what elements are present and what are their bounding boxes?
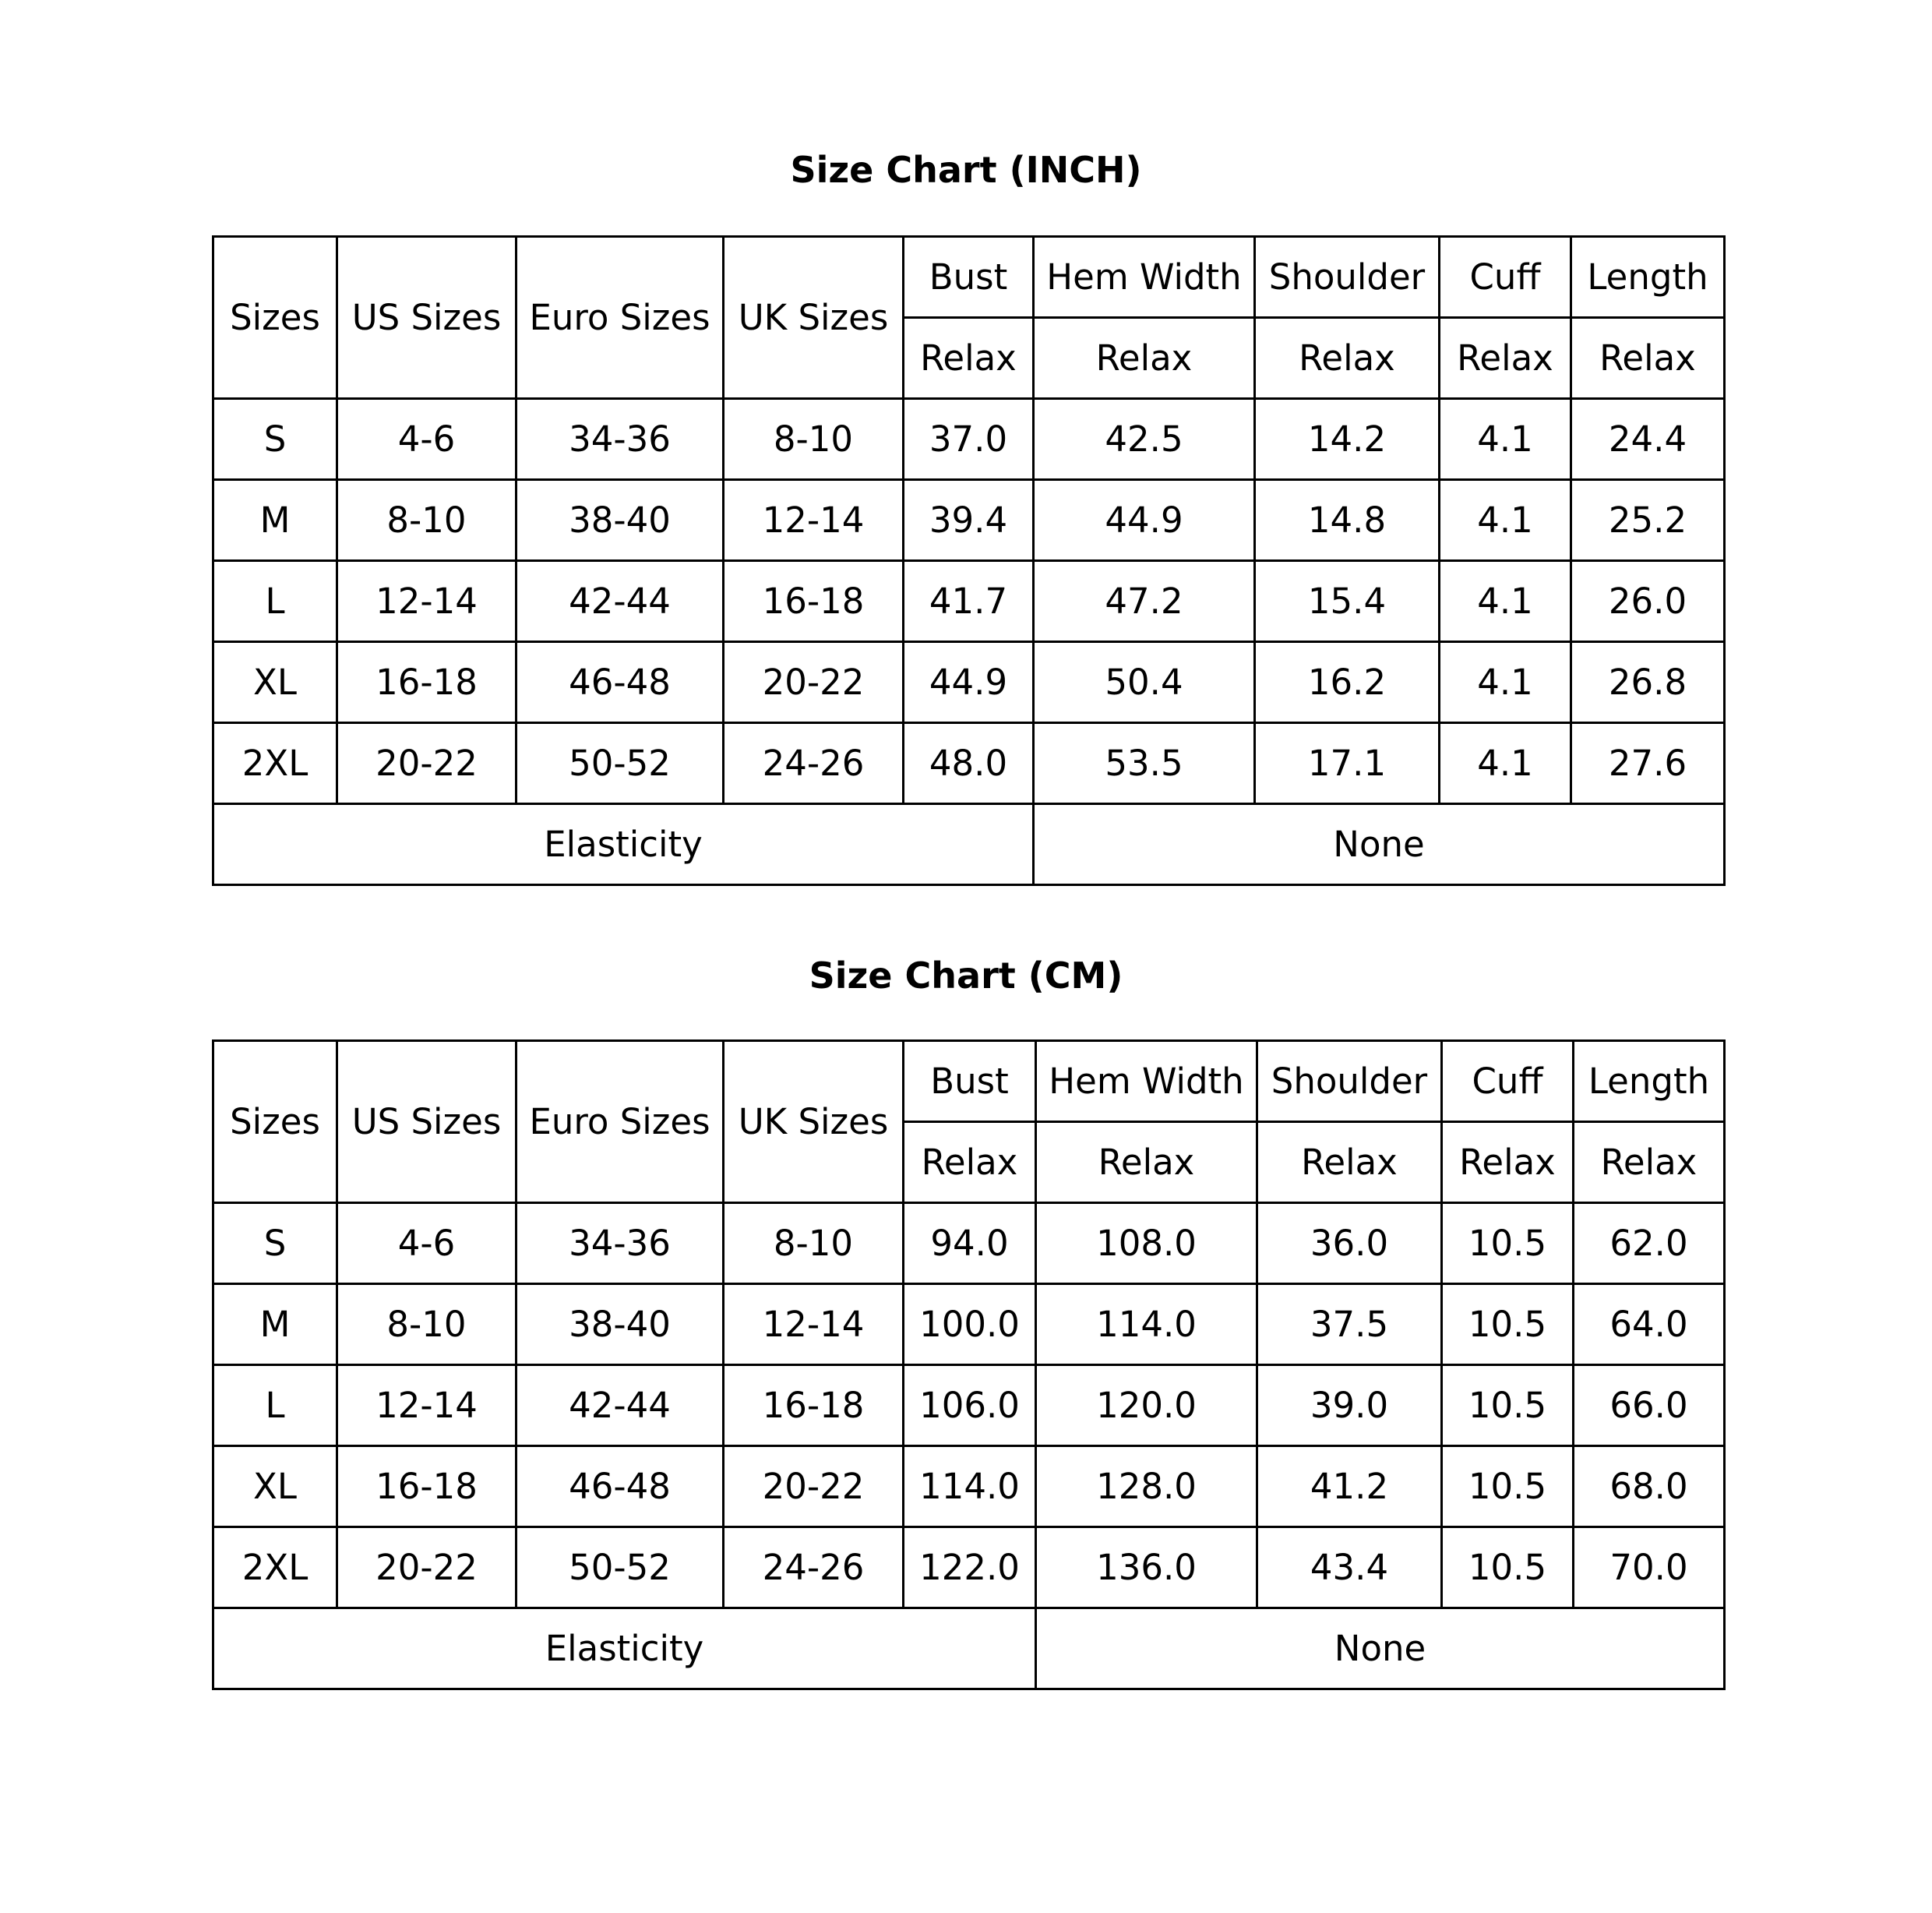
- table-cell: 4.1: [1440, 561, 1571, 642]
- table-cell: 8-10: [337, 480, 516, 561]
- table-row: [213, 1527, 1725, 1608]
- header-cell: Sizes: [213, 237, 337, 399]
- table-cell: 26.8: [1571, 642, 1725, 723]
- subheader-cell: Relax: [1257, 1122, 1442, 1203]
- table-row: [213, 561, 1725, 642]
- table-cell: 4.1: [1440, 399, 1571, 480]
- table-cell: 10.5: [1442, 1365, 1574, 1446]
- elasticity-label: Elasticity: [213, 804, 1034, 885]
- table-cell: 16-18: [724, 561, 904, 642]
- table-row: [213, 1284, 1725, 1365]
- table-cell: 39.0: [1257, 1365, 1442, 1446]
- table-cell: 66.0: [1574, 1365, 1725, 1446]
- size-label-cell: M: [213, 1284, 337, 1365]
- table-cell: 15.4: [1255, 561, 1440, 642]
- elasticity-value: None: [1036, 1608, 1725, 1689]
- table-cell: 36.0: [1257, 1203, 1442, 1284]
- header-cell: Cuff: [1442, 1041, 1574, 1122]
- table-cell: 20-22: [337, 1527, 516, 1608]
- size-chart-inch-title: Size Chart (INCH): [790, 149, 1142, 191]
- table-cell: 41.2: [1257, 1446, 1442, 1527]
- table-cell: 47.2: [1034, 561, 1255, 642]
- table-cell: 94.0: [904, 1203, 1036, 1284]
- table-cell: 26.0: [1571, 561, 1725, 642]
- table-cell: 4.1: [1440, 480, 1571, 561]
- header-cell: Hem Width: [1034, 237, 1255, 318]
- table-cell: 14.2: [1255, 399, 1440, 480]
- table-cell: 70.0: [1574, 1527, 1725, 1608]
- table-cell: 14.8: [1255, 480, 1440, 561]
- table-cell: 27.6: [1571, 723, 1725, 804]
- table-cell: 16-18: [337, 642, 516, 723]
- table-cell: 4.1: [1440, 723, 1571, 804]
- size-label-cell: L: [213, 561, 337, 642]
- size-label-cell: S: [213, 399, 337, 480]
- table-cell: 12-14: [337, 1365, 516, 1446]
- subheader-cell: Relax: [1036, 1122, 1257, 1203]
- table-cell: 114.0: [904, 1446, 1036, 1527]
- table-cell: 34-36: [516, 399, 724, 480]
- size-label-cell: L: [213, 1365, 337, 1446]
- elasticity-label: Elasticity: [213, 1608, 1036, 1689]
- table-cell: 10.5: [1442, 1527, 1574, 1608]
- table-cell: 44.9: [1034, 480, 1255, 561]
- size-label-cell: 2XL: [213, 723, 337, 804]
- table-cell: 10.5: [1442, 1284, 1574, 1365]
- header-cell: Sizes: [213, 1041, 337, 1203]
- table-cell: 25.2: [1571, 480, 1725, 561]
- table-row: [213, 399, 1725, 480]
- subheader-cell: Relax: [1442, 1122, 1574, 1203]
- size-label-cell: XL: [213, 642, 337, 723]
- table-cell: 120.0: [1036, 1365, 1257, 1446]
- subheader-cell: Relax: [1440, 318, 1571, 399]
- header-cell: Bust: [904, 237, 1034, 318]
- table-cell: 24-26: [724, 1527, 904, 1608]
- table-cell: 4-6: [337, 399, 516, 480]
- header-cell: Length: [1571, 237, 1725, 318]
- table-cell: 108.0: [1036, 1203, 1257, 1284]
- table-cell: 43.4: [1257, 1527, 1442, 1608]
- header-cell: Hem Width: [1036, 1041, 1257, 1122]
- table-cell: 38-40: [516, 1284, 724, 1365]
- table-cell: 20-22: [724, 1446, 904, 1527]
- header-cell: US Sizes: [337, 237, 516, 399]
- table-cell: 8-10: [337, 1284, 516, 1365]
- table-cell: 17.1: [1255, 723, 1440, 804]
- footer-row: [213, 804, 1725, 885]
- table-cell: 62.0: [1574, 1203, 1725, 1284]
- subheader-cell: Relax: [1034, 318, 1255, 399]
- table-cell: 50-52: [516, 1527, 724, 1608]
- table-cell: 16.2: [1255, 642, 1440, 723]
- header-cell: Euro Sizes: [516, 237, 724, 399]
- table-cell: 64.0: [1574, 1284, 1725, 1365]
- header-cell: UK Sizes: [724, 1041, 904, 1203]
- table-cell: 10.5: [1442, 1203, 1574, 1284]
- table-cell: 16-18: [337, 1446, 516, 1527]
- table-cell: 100.0: [904, 1284, 1036, 1365]
- table-cell: 106.0: [904, 1365, 1036, 1446]
- table-cell: 20-22: [337, 723, 516, 804]
- table-row: [213, 1203, 1725, 1284]
- size-label-cell: XL: [213, 1446, 337, 1527]
- table-cell: 34-36: [516, 1203, 724, 1284]
- table-cell: 46-48: [516, 642, 724, 723]
- footer-row: [213, 1608, 1725, 1689]
- table-cell: 8-10: [724, 1203, 904, 1284]
- subheader-cell: Relax: [1574, 1122, 1725, 1203]
- size-label-cell: 2XL: [213, 1527, 337, 1608]
- table-cell: 136.0: [1036, 1527, 1257, 1608]
- table-cell: 12-14: [337, 561, 516, 642]
- header-cell: Bust: [904, 1041, 1036, 1122]
- table-cell: 8-10: [724, 399, 904, 480]
- header-cell: Euro Sizes: [516, 1041, 724, 1203]
- table-cell: 38-40: [516, 480, 724, 561]
- subheader-cell: Relax: [904, 318, 1034, 399]
- header-cell: US Sizes: [337, 1041, 516, 1203]
- header-cell: Shoulder: [1257, 1041, 1442, 1122]
- table-cell: 12-14: [724, 1284, 904, 1365]
- table-cell: 42.5: [1034, 399, 1255, 480]
- table-cell: 37.0: [904, 399, 1034, 480]
- size-chart-cm-table: [212, 1039, 1726, 1690]
- table-cell: 50.4: [1034, 642, 1255, 723]
- table-cell: 42-44: [516, 561, 724, 642]
- size-label-cell: M: [213, 480, 337, 561]
- table-cell: 53.5: [1034, 723, 1255, 804]
- header-cell: Cuff: [1440, 237, 1571, 318]
- table-cell: 24-26: [724, 723, 904, 804]
- table-row: [213, 1446, 1725, 1527]
- table-cell: 10.5: [1442, 1446, 1574, 1527]
- table-row: [213, 723, 1725, 804]
- header-cell: Length: [1574, 1041, 1725, 1122]
- table-row: [213, 480, 1725, 561]
- header-row: [213, 1041, 1725, 1122]
- table-cell: 46-48: [516, 1446, 724, 1527]
- elasticity-value: None: [1034, 804, 1725, 885]
- table-cell: 12-14: [724, 480, 904, 561]
- table-cell: 16-18: [724, 1365, 904, 1446]
- size-label-cell: S: [213, 1203, 337, 1284]
- table-cell: 44.9: [904, 642, 1034, 723]
- table-cell: 42-44: [516, 1365, 724, 1446]
- table-cell: 50-52: [516, 723, 724, 804]
- table-cell: 4-6: [337, 1203, 516, 1284]
- table-cell: 122.0: [904, 1527, 1036, 1608]
- table-cell: 114.0: [1036, 1284, 1257, 1365]
- table-row: [213, 1365, 1725, 1446]
- table-row: [213, 642, 1725, 723]
- header-cell: UK Sizes: [724, 237, 904, 399]
- table-cell: 39.4: [904, 480, 1034, 561]
- table-cell: 48.0: [904, 723, 1034, 804]
- subheader-cell: Relax: [904, 1122, 1036, 1203]
- subheader-cell: Relax: [1571, 318, 1725, 399]
- table-cell: 41.7: [904, 561, 1034, 642]
- subheader-cell: Relax: [1255, 318, 1440, 399]
- table-cell: 24.4: [1571, 399, 1725, 480]
- size-chart-cm-title: Size Chart (CM): [809, 955, 1123, 997]
- header-cell: Shoulder: [1255, 237, 1440, 318]
- table-cell: 37.5: [1257, 1284, 1442, 1365]
- table-cell: 128.0: [1036, 1446, 1257, 1527]
- header-row: [213, 237, 1725, 318]
- table-cell: 20-22: [724, 642, 904, 723]
- size-chart-inch-table: [212, 235, 1726, 886]
- table-cell: 4.1: [1440, 642, 1571, 723]
- table-cell: 68.0: [1574, 1446, 1725, 1527]
